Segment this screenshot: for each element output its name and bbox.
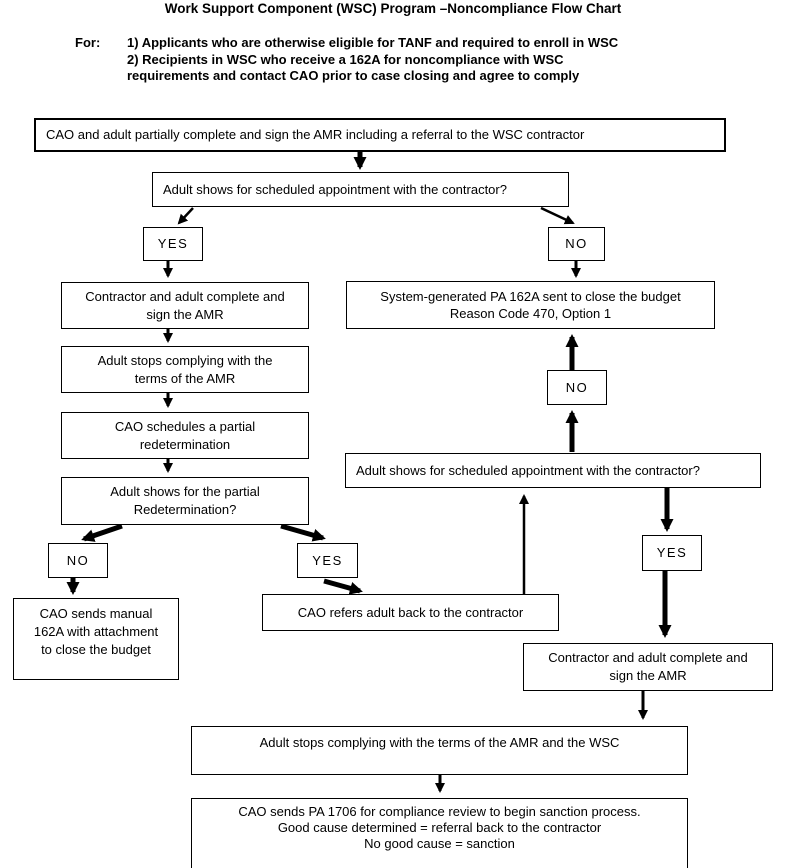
audience-item-2: 2) Recipients in WSC who receive a 162A for noncompliance with WSC <box>127 51 564 67</box>
node-decision-partial-redetermination <box>61 477 309 525</box>
node-adult-stops-wsc <box>191 726 688 775</box>
node-decision-appointment-2-text: Adult shows for scheduled appointment with the contractor? <box>356 462 700 478</box>
node-line: Contractor and adult complete and <box>85 288 285 304</box>
node-line: to close the budget <box>41 642 151 657</box>
node-line: Adult shows for the partial <box>110 484 260 499</box>
arrow-yes2-refers <box>324 581 360 591</box>
node-line: 162A with attachment <box>33 624 159 639</box>
node-line: terms of the AMR <box>134 370 236 386</box>
yes-label: YES <box>157 236 189 251</box>
node-start <box>34 118 726 152</box>
audience-list <box>127 35 618 85</box>
no-label: NO <box>565 379 589 395</box>
node-line: Redetermination? <box>133 502 237 517</box>
node-line: Good cause determined = referral back to the contractor <box>277 820 602 835</box>
node-line: Adult stops complying with the <box>97 352 273 368</box>
node-line: Contractor and adult complete and <box>548 650 748 665</box>
audience-label: For: <box>75 35 101 50</box>
node-line: CAO sends manual <box>39 606 153 621</box>
node-line: CAO refers adult back to the contractor <box>297 604 524 620</box>
node-contractor-sign-right <box>523 643 773 691</box>
audience-item-1: 1) Applicants who are otherwise eligible for TANF and required to enroll in WSC <box>127 35 619 50</box>
node-yes-3 <box>642 535 702 571</box>
node-system-162a <box>346 281 715 329</box>
node-yes-2 <box>297 543 358 578</box>
node-cao-refers-back <box>262 594 559 631</box>
node-line: redetermination <box>139 436 231 452</box>
node-decision-appointment-1 <box>152 172 569 207</box>
no-label: NO <box>565 236 588 251</box>
yes-label: YES <box>656 545 688 560</box>
arrow-decision1-yes <box>179 208 193 223</box>
audience-item-2-cont: requirements and contact CAO prior to case closing and agree to comply <box>127 68 580 83</box>
arrow-decision2-yes <box>281 526 323 538</box>
node-line: Reason Code 470, Option 1 <box>449 306 612 321</box>
node-line: sign the AMR <box>146 306 224 322</box>
node-start-text: CAO and adult partially complete and sign the AMR including a referral to the WSC contractor <box>46 127 585 142</box>
node-adult-stops-amr <box>61 346 309 393</box>
node-cao-schedules <box>61 412 309 459</box>
no-label: NO <box>66 552 90 568</box>
node-no-3 <box>547 370 607 405</box>
node-sanction-process <box>191 798 688 868</box>
node-cao-manual-162a <box>13 598 179 680</box>
node-line: Adult stops complying with the terms of the AMR and the WSC <box>259 735 620 750</box>
node-line: sign the AMR <box>609 668 687 683</box>
yes-label: YES <box>312 552 343 568</box>
arrow-decision1-no <box>541 208 573 223</box>
node-no-2 <box>48 543 108 578</box>
arrow-decision2-no <box>84 526 122 539</box>
node-no-1 <box>548 227 605 261</box>
node-contractor-sign-left <box>61 282 309 329</box>
node-line: CAO schedules a partial <box>114 418 256 434</box>
node-line: CAO sends PA 1706 for compliance review to begin sanction process. <box>238 804 641 819</box>
node-yes-1 <box>143 227 203 261</box>
node-line: System-generated PA 162A sent to close the budget <box>380 289 681 304</box>
node-line: No good cause = sanction <box>364 836 515 851</box>
page-title: Work Support Component (WSC) Program –Noncompliance Flow Chart <box>164 1 622 16</box>
node-decision-appointment-1-text: Adult shows for scheduled appointment with the contractor? <box>163 181 507 197</box>
node-decision-appointment-2 <box>345 453 761 488</box>
